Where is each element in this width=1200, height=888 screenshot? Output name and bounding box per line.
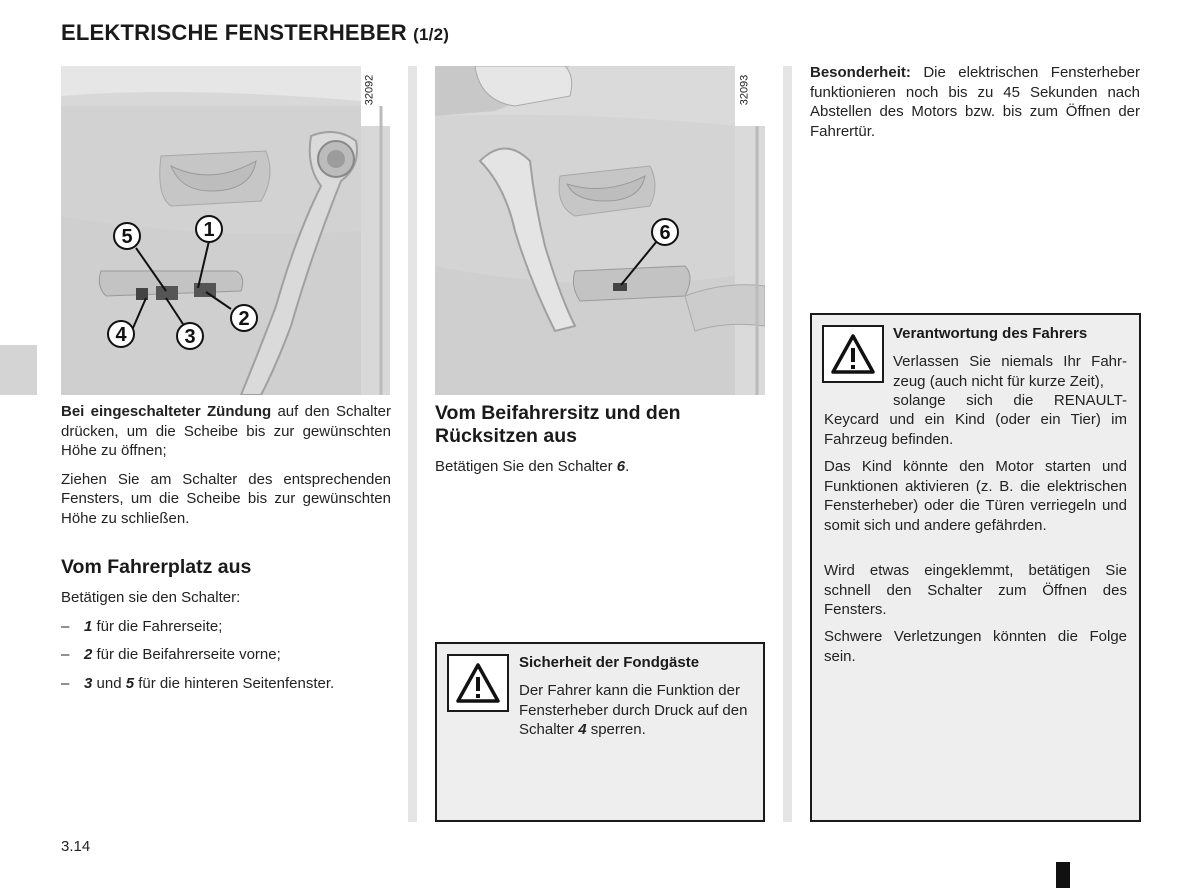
- page-title-main: ELEKTRISCHE FENSTERHEBER: [61, 20, 407, 45]
- passenger-door-illustration: [435, 66, 765, 395]
- close-paragraph: Ziehen Sie am Schalter des entsprechenden Fensters, um die Scheibe bis zur gewünschten Höhe zu schließen.: [61, 470, 391, 527]
- special-note: Besonderheit: Die elektrischen Fensterheber funktionieren noch bis zu 45 Sekunden nach Abstellen des Motors bzw. bis zum Öffnen der Fahrertür.: [810, 64, 1140, 140]
- page-title: [61, 20, 449, 46]
- figure-ref-number: 32092: [363, 74, 376, 106]
- list-item: – 2 für die Beifahrerseite vorne;: [61, 646, 281, 663]
- svg-text:2: 2: [238, 308, 250, 330]
- warning-rear-passenger-safety: [435, 642, 765, 822]
- warning-triangle-icon: [447, 654, 509, 712]
- page-edge-mark: [1056, 862, 1070, 888]
- page-title-part: (1/2): [413, 25, 450, 44]
- intro-paragraph: Bei eingeschalteter Zündung auf den Schalter drücken, um die Scheibe bis zur gewünschten Höhe zu öffnen;: [61, 403, 391, 459]
- callout-6: [652, 219, 678, 245]
- warning-driver-responsibility: [810, 313, 1141, 822]
- list-item: – 3 und 5 für die hinteren Seitenfenster.: [61, 674, 335, 692]
- warning-text-p4: Schwere Verletzungen könnten die Folge sein.: [824, 628, 1127, 665]
- svg-text:4: 4: [115, 324, 127, 346]
- warning-triangle-icon: [822, 325, 884, 383]
- list-item: – 1 für die Fahrerseite;: [61, 617, 223, 635]
- passenger-instruction: Betätigen Sie den Schalter 6.: [435, 458, 630, 475]
- callout-4: [108, 321, 134, 347]
- column-divider-left: [408, 66, 417, 822]
- figure-passenger-door: [435, 66, 765, 395]
- callout-2: [231, 305, 257, 331]
- warning-text-p1b: solange sich die RENAULT-: [893, 392, 1127, 409]
- warning-text-p2: Das Kind könnte den Motor starten und Funktionen aktivieren (z. B. die elektrischen Fensterheber) oder die Türen verriegeln und somit sich und andere gefährden.: [824, 458, 1127, 534]
- callout-3: [177, 323, 203, 349]
- svg-text:5: 5: [121, 226, 133, 248]
- callout-1: [196, 216, 222, 242]
- warning-title: Verantwortung des Fahrers: [893, 325, 1088, 342]
- svg-text:3: 3: [184, 326, 196, 348]
- figure-driver-door: [61, 66, 390, 395]
- driver-door-illustration: [61, 66, 390, 395]
- driver-instructions: [61, 402, 391, 537]
- warning-text-p3: Wird etwas eingeklemmt, betätigen Sie schnell den Schalter zum Öffnen des Fensters.: [824, 562, 1127, 618]
- driver-switch-list: [61, 588, 391, 702]
- svg-text:1: 1: [203, 219, 215, 241]
- heading-driver-seat: Vom Fahrerplatz aus: [61, 556, 252, 578]
- heading-passenger-seat: Vom Beifahrersitz und den Rücksitzen aus: [435, 402, 681, 447]
- switch-lead: Betätigen sie den Schalter:: [61, 589, 241, 606]
- column-divider-right: [783, 66, 792, 822]
- svg-text:6: 6: [659, 222, 671, 244]
- warning-title: Sicherheit der Fondgäste: [519, 654, 700, 671]
- warning-text-p1c: Keycard und ein Kind (oder ein Tier) im Fahrzeug befinden.: [824, 411, 1127, 448]
- warning-text: Der Fahrer kann die Funktion der Fensterheber durch Druck auf den Schalter 4 sperren.: [519, 682, 748, 738]
- callout-5: [114, 223, 140, 249]
- page-number: 3.14: [61, 838, 91, 855]
- warning-text-p1a: Verlassen Sie niemals Ihr Fahrzeug (auch nicht für kurze Zeit),: [893, 353, 1127, 390]
- section-side-tab: [0, 345, 37, 395]
- figure-ref-number: 32093: [738, 74, 751, 106]
